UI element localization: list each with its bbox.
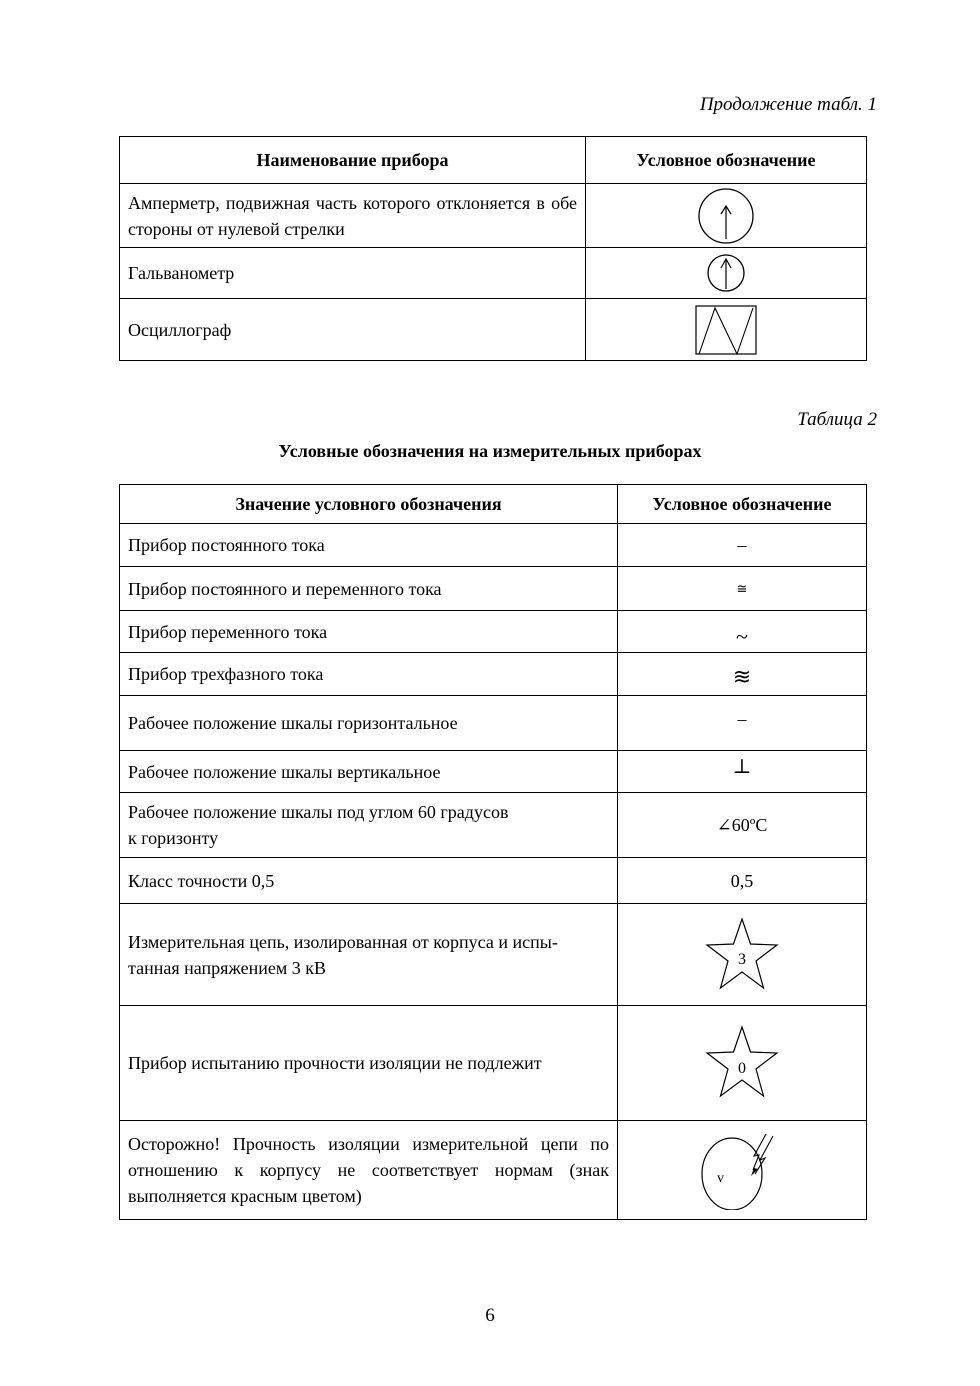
table1-header-name: Наименование прибора (120, 137, 586, 184)
table-row (120, 653, 867, 696)
table2-row-meaning-line1: Измерительная цепь, изолированная от корпуса и испы- (128, 931, 558, 952)
table-row (120, 751, 867, 793)
table2-row-meaning: Рабочее положение шкалы вертикальное (120, 751, 618, 793)
table2-row-symbol: ∠60ºC (618, 793, 867, 858)
table2-row-meaning: Класс точности 0,5 (120, 858, 618, 904)
circle-arrow-small-icon (705, 252, 747, 294)
circle-arrow-large-icon (696, 187, 756, 245)
table-row (120, 611, 867, 653)
table-2 (119, 484, 867, 1220)
table2-row-meaning-line2: танная напряжением 3 кВ (128, 957, 326, 978)
table1-header-symbol: Условное обозначение (586, 137, 867, 184)
table-row (120, 184, 867, 248)
table2-row-meaning (120, 904, 618, 1006)
table-row (120, 1006, 867, 1121)
page-number: 6 (485, 1305, 495, 1326)
table-row (120, 793, 867, 858)
table2-row-symbol: ~ (618, 611, 867, 653)
table2-row-meaning: Прибор испытанию прочности изоляции не подлежит (120, 1006, 618, 1121)
table-row (120, 248, 867, 299)
table-row (120, 858, 867, 904)
table1-row-name: Амперметр, подвижная часть которого отклоняется в обе стороны от нулевой стрелки (120, 184, 586, 248)
table-row (120, 567, 867, 611)
lightning-circle-symbol-text: v (717, 1171, 724, 1186)
table-row (120, 1121, 867, 1220)
table2-row-meaning-line1: Рабочее положение шкалы под углом 60 градусов (128, 802, 509, 822)
table2-row-meaning-line2: к горизонту (128, 828, 219, 848)
table2-title: Условные обозначения на измерительных приборах (278, 441, 702, 461)
table2-row-symbol: ⊥ (618, 751, 867, 793)
table-row (120, 299, 867, 361)
star-icon (704, 1025, 780, 1101)
table2-row-symbol (618, 1006, 867, 1121)
table1-row-symbol (586, 248, 867, 299)
table2-row-symbol: 0,5 (618, 858, 867, 904)
table2-row-symbol (618, 1121, 867, 1220)
star-symbol-text: 0 (738, 1060, 746, 1077)
table2-row-meaning: Прибор постоянного и переменного тока (120, 567, 618, 611)
continuation-label: Продолжение табл. 1 (699, 94, 877, 115)
table2-row-meaning: Прибор постоянного тока (120, 524, 618, 567)
table2-row-symbol: – (618, 524, 867, 567)
table1-row-name: Осциллограф (120, 299, 586, 361)
table2-row-meaning: Прибор переменного тока (120, 611, 618, 653)
table2-row-meaning: Прибор трехфазного тока (120, 653, 618, 696)
table-row (120, 524, 867, 567)
lightning-circle-icon (692, 1130, 792, 1210)
table2-row-meaning (120, 793, 618, 858)
table2-row-symbol (618, 904, 867, 1006)
table2-label: Таблица 2 (797, 409, 877, 430)
table2-row-symbol: ≅ (618, 567, 867, 611)
table2-row-meaning: Рабочее положение шкалы горизонтальное (120, 696, 618, 751)
table2-header-symbol: Условное обозначение (618, 485, 867, 524)
star-symbol-text: 3 (738, 950, 746, 968)
table2-header-meaning: Значение условного обозначения (120, 485, 618, 524)
table-row (120, 696, 867, 751)
table1-row-name: Гальванометр (120, 248, 586, 299)
table2-row-symbol: ≋ (618, 653, 867, 696)
table-1 (119, 136, 867, 361)
table-row (120, 904, 867, 1006)
table1-row-symbol (586, 299, 867, 361)
oscillograph-icon (695, 305, 757, 355)
table1-row-symbol (586, 184, 867, 248)
star-icon (704, 917, 780, 993)
table2-row-meaning: Осторожно! Прочность изоляции измерительной цепи по отношению к корпусу не соответствует нормам (знак выполняется красным цветом) (120, 1121, 618, 1220)
table2-row-symbol: – (618, 696, 867, 751)
